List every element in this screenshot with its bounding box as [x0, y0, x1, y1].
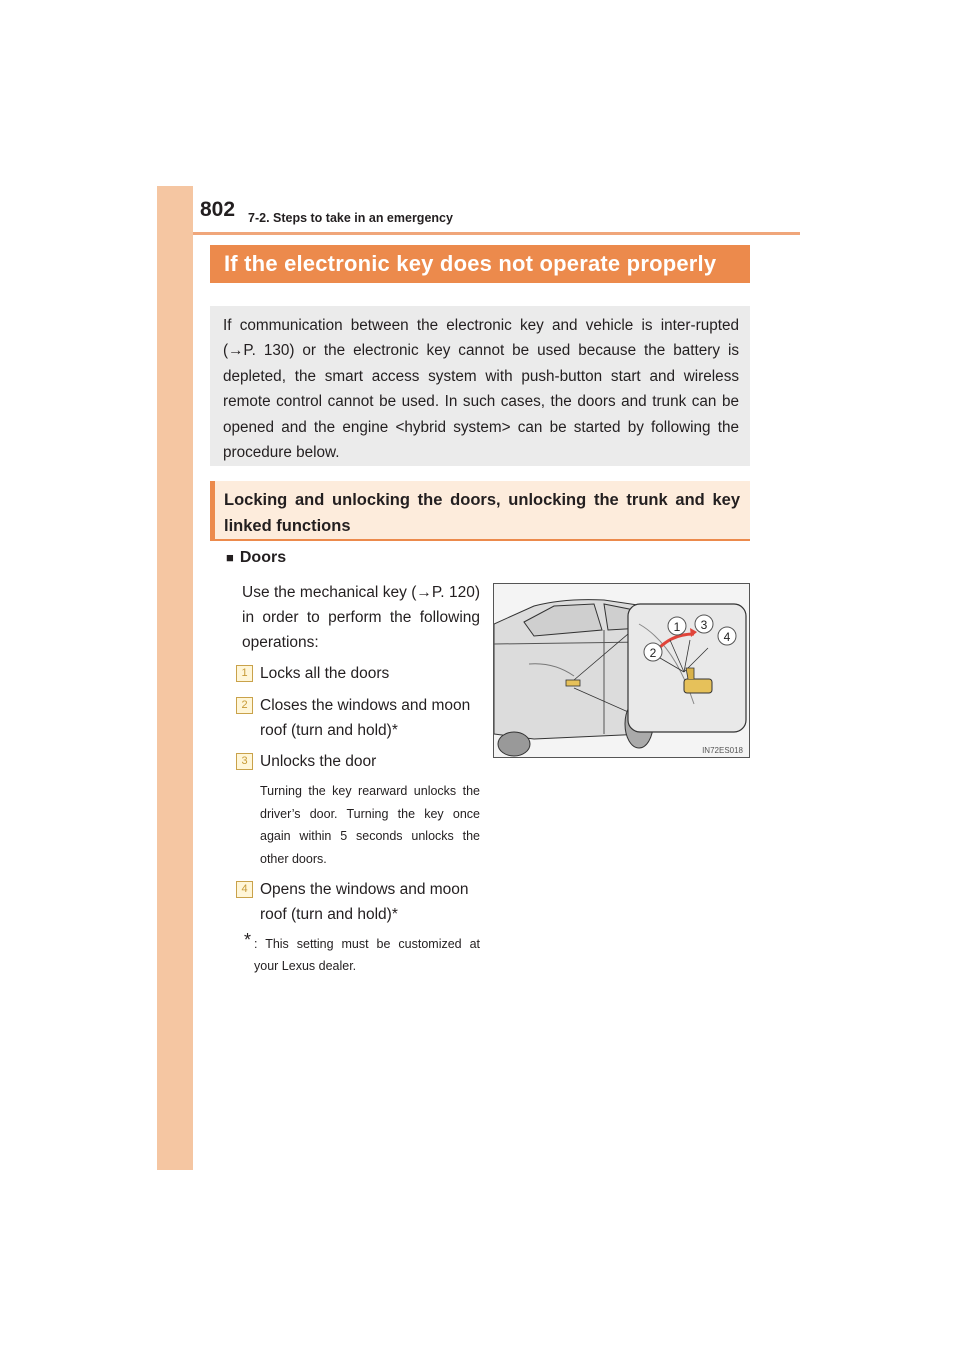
callout-2: 2 [649, 646, 657, 660]
step-number-badge: 1 [236, 665, 253, 682]
header-rule [193, 232, 800, 235]
section-subheading: Locking and unlocking the doors, unlocking the trunk and key linked functions [210, 481, 750, 541]
step-text: Closes the windows and moon roof (turn and hold)* [260, 697, 471, 739]
intro-paragraph: If communication between the electronic key and vehicle is inter-rupted (→P. 130) or the electronic key cannot be used because the battery is depleted, the smart access system with push-button start and wireless remote control cannot be used. In such cases, the doors and trunk can be opened and the engine <hybrid system> can be started by following the procedure below. [210, 306, 750, 466]
car-door-lock-drawing [494, 584, 749, 757]
square-bullet-icon: ■ [226, 550, 234, 565]
doors-body-text: Use the mechanical key (→P. 120) in order to perform the following operations: [242, 584, 480, 651]
footnote [244, 930, 480, 977]
step-item [236, 661, 480, 686]
page-number: 802 [200, 198, 236, 221]
illustration-code: IN72ES018 [702, 746, 743, 755]
step-item [236, 693, 480, 743]
step-number-badge: 3 [236, 753, 253, 770]
footnote-text: : This setting must be customized at your Lexus dealer. [254, 937, 480, 973]
step-text: Opens the windows and moon roof (turn and hold)* [260, 881, 469, 923]
doors-heading [226, 549, 286, 567]
section-breadcrumb: 7-2. Steps to take in an emergency [248, 211, 453, 225]
doors-heading-label: Doors [239, 549, 287, 566]
door-key-illustration [493, 583, 750, 758]
footnote-star: * [244, 930, 252, 950]
side-color-strip [157, 186, 193, 1170]
step-text: Unlocks the door [260, 753, 377, 770]
step-3-note: Turning the key rearward unlocks the driver’s door. Turning the key once again within 5 seconds unlocks the other doors. [260, 784, 480, 866]
step-item [236, 749, 480, 774]
step-number-badge: 2 [236, 697, 253, 714]
page-title: If the electronic key does not operate properly [210, 245, 750, 283]
step-text: Locks all the doors [260, 665, 390, 682]
step-number-badge: 4 [236, 881, 253, 898]
callout-4: 4 [723, 630, 731, 644]
callout-3: 3 [700, 618, 708, 632]
callout-1: 1 [673, 620, 681, 634]
step-item [236, 877, 480, 927]
